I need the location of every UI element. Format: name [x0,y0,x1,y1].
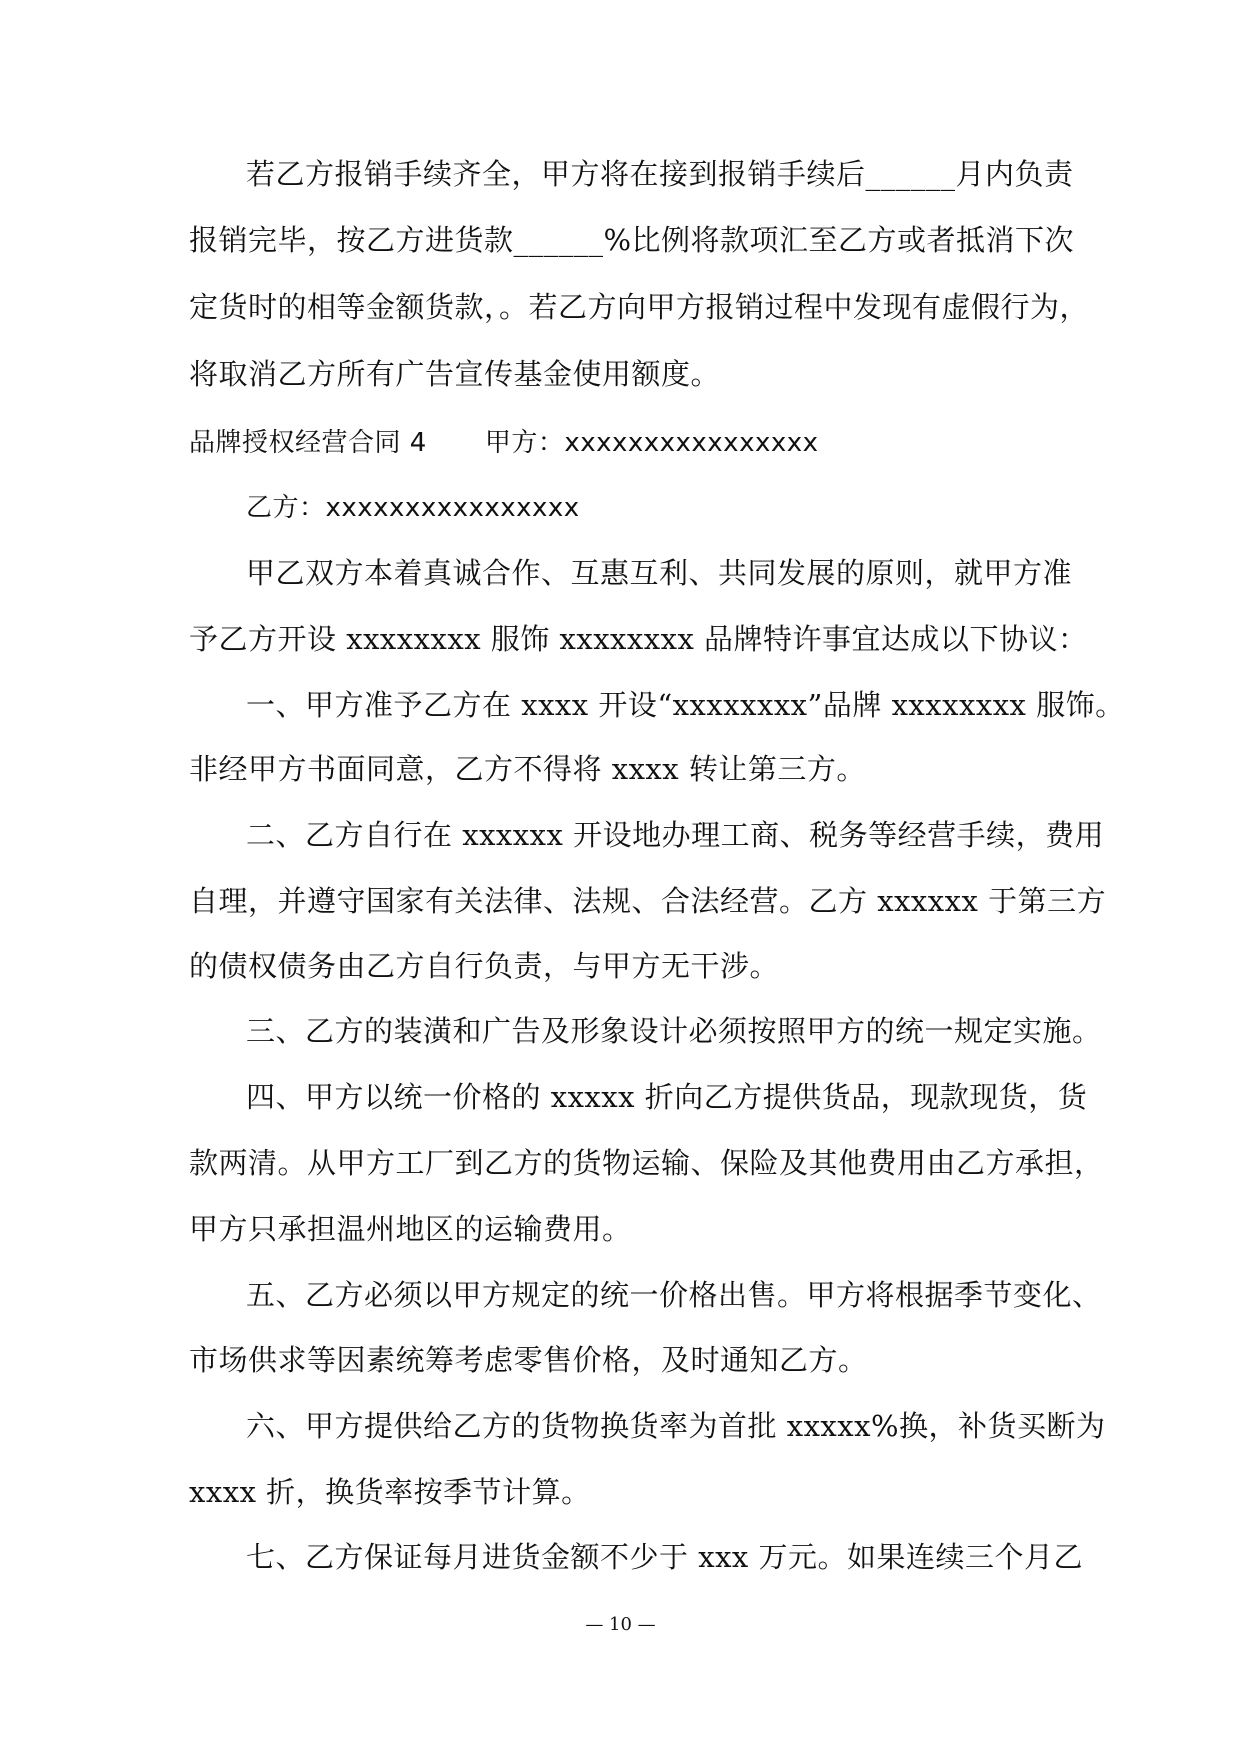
clause-1-line: 一、甲方准予乙方在 xxxx 开设“xxxxxxxx”品牌 xxxxxxxx 服饰。 [246,688,1125,722]
contract-title: 品牌授权经营合同 4 [189,428,427,458]
clause-6-line: xxxx 折，换货率按季节计算。 [189,1475,591,1509]
clause-2-line: 二、乙方自行在 xxxxxx 开设地办理工商、税务等经营手续，费用 [246,818,1105,852]
clause-1-line: 非经甲方书面同意，乙方不得将 xxxx 转让第三方。 [189,752,866,786]
party-a-label: 甲方：xxxxxxxxxxxxxxxx [484,428,819,458]
clause-2-line: 自理，并遵守国家有关法律、法规、合法经营。乙方 xxxxxx 于第三方 [189,884,1107,918]
clause-4-line: 款两清。从甲方工厂到乙方的货物运输、保险及其他费用由乙方承担， [189,1146,1104,1180]
clause-2-line: 的债权债务由乙方自行负责，与甲方无干涉。 [189,949,780,983]
clause-6-line: 六、甲方提供给乙方的货物换货率为首批 xxxxx%换，补货买断为 [246,1409,1106,1443]
paragraph-line: 报销完毕，按乙方进货款______%比例将款项汇至乙方或者抵消下次 [189,223,1075,257]
clause-5-line: 市场供求等因素统筹考虑零售价格，及时通知乙方。 [189,1343,868,1377]
page-number: — 10 — [585,1614,656,1635]
paragraph-line: 若乙方报销手续齐全，甲方将在接到报销手续后______月内负责 [246,157,1074,191]
contract-heading-line [189,423,819,463]
clause-4-line: 四、甲方以统一价格的 xxxxx 折向乙方提供货品，现款现货，货 [246,1080,1088,1114]
paragraph-line: 定货时的相等金额货款，。若乙方向甲方报销过程中发现有虚假行为， [189,290,1090,324]
paragraph-line: 甲乙双方本着真诚合作、互惠互利、共同发展的原则，就甲方准 [246,556,1073,590]
clause-3-line: 三、乙方的装潢和广告及形象设计必须按照甲方的统一规定实施。 [246,1014,1102,1048]
paragraph-line: 予乙方开设 xxxxxxxx 服饰 xxxxxxxx 品牌特许事宜达成以下协议： [189,622,1088,656]
clause-7-line: 七、乙方保证每月进货金额不少于 xxx 万元。如果连续三个月乙 [246,1540,1084,1574]
clause-5-line: 五、乙方必须以甲方规定的统一价格出售。甲方将根据季节变化、 [246,1278,1102,1312]
clause-4-line: 甲方只承担温州地区的运输费用。 [189,1212,632,1246]
paragraph-line: 将取消乙方所有广告宣传基金使用额度。 [189,357,721,391]
party-b-label: 乙方：xxxxxxxxxxxxxxxx [246,493,580,523]
